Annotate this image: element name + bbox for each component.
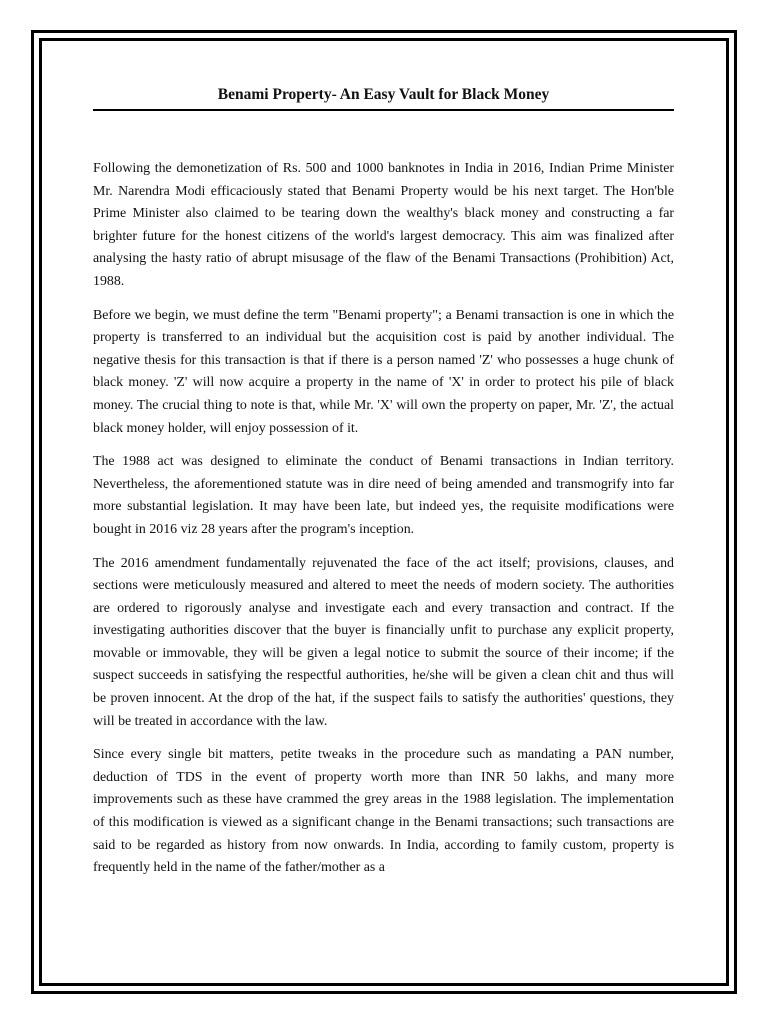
- paragraph-3: The 1988 act was designed to eliminate the conduct of Benami transactions in Indian territory. Nevertheless, the aforementioned statute was in dire need of being amended and transmogrify into far more substantial legislation. It may have been late, but indeed yes, the requisite modifications were bought in 2016 viz 28 years after the program's inception.: [93, 454, 674, 537]
- document-body: [93, 158, 674, 880]
- paragraph-1: Following the demonetization of Rs. 500 and 1000 banknotes in India in 2016, Indian Prime Minister Mr. Narendra Modi efficaciously stated that Benami Property would be his next target. The Hon'ble Prime Minister also claimed to be tearing down the wealthy's black money and constructing a far brighter future for the honest citizens of the world's largest democracy. This aim was finalized after analysing the hasty ratio of abrupt misusage of the flaw of the Benami Transactions (Prohibition) Act, 1988.: [93, 161, 674, 289]
- paragraph-4: The 2016 amendment fundamentally rejuvenated the face of the act itself; provisions, clauses, and sections were meticulously measured and altered to meet the needs of modern society. The authorities are ordered to rigorously analyse and investigate each and every transaction and contract. If the investigating authorities discover that the buyer is financially unfit to purchase any explicit property, movable or immovable, they will be given a legal notice to submit the source of their income; if the suspect succeeds in satisfying the respectful authorities, he/she will be given a clean chit and thus will be proven innocent. At the drop of the hat, if the suspect fails to satisfy the authorities' questions, they will be treated in accordance with the law.: [93, 555, 674, 729]
- document-title: Benami Property- An Easy Vault for Black Money: [93, 84, 674, 111]
- document-content: [93, 84, 674, 891]
- paragraph-2: Before we begin, we must define the term "Benami property"; a Benami transaction is one in which the property is transferred to an individual but the acquisition cost is paid by another individual. The negative thesis for this transaction is that if there is a person named 'Z' who possesses a huge chunk of black money. 'Z' will now acquire a property in the name of 'X' in order to protect his pile of black money. The crucial thing to note is that, while Mr. 'X' will own the property on paper, Mr. 'Z', the actual black money holder, will enjoy possession of it.: [93, 307, 674, 436]
- paragraph-5: Since every single bit matters, petite tweaks in the procedure such as mandating a PAN number, deduction of TDS in the event of property worth more than INR 50 lakhs, and many more improvements such as these have crammed the grey areas in the 1988 legislation. The implementation of this modification is viewed as a significant change in the Benami transactions; such transactions are said to be regarded as history from now onwards. In India, according to family custom, property is frequently held in the name of the father/mother as a: [93, 747, 674, 876]
